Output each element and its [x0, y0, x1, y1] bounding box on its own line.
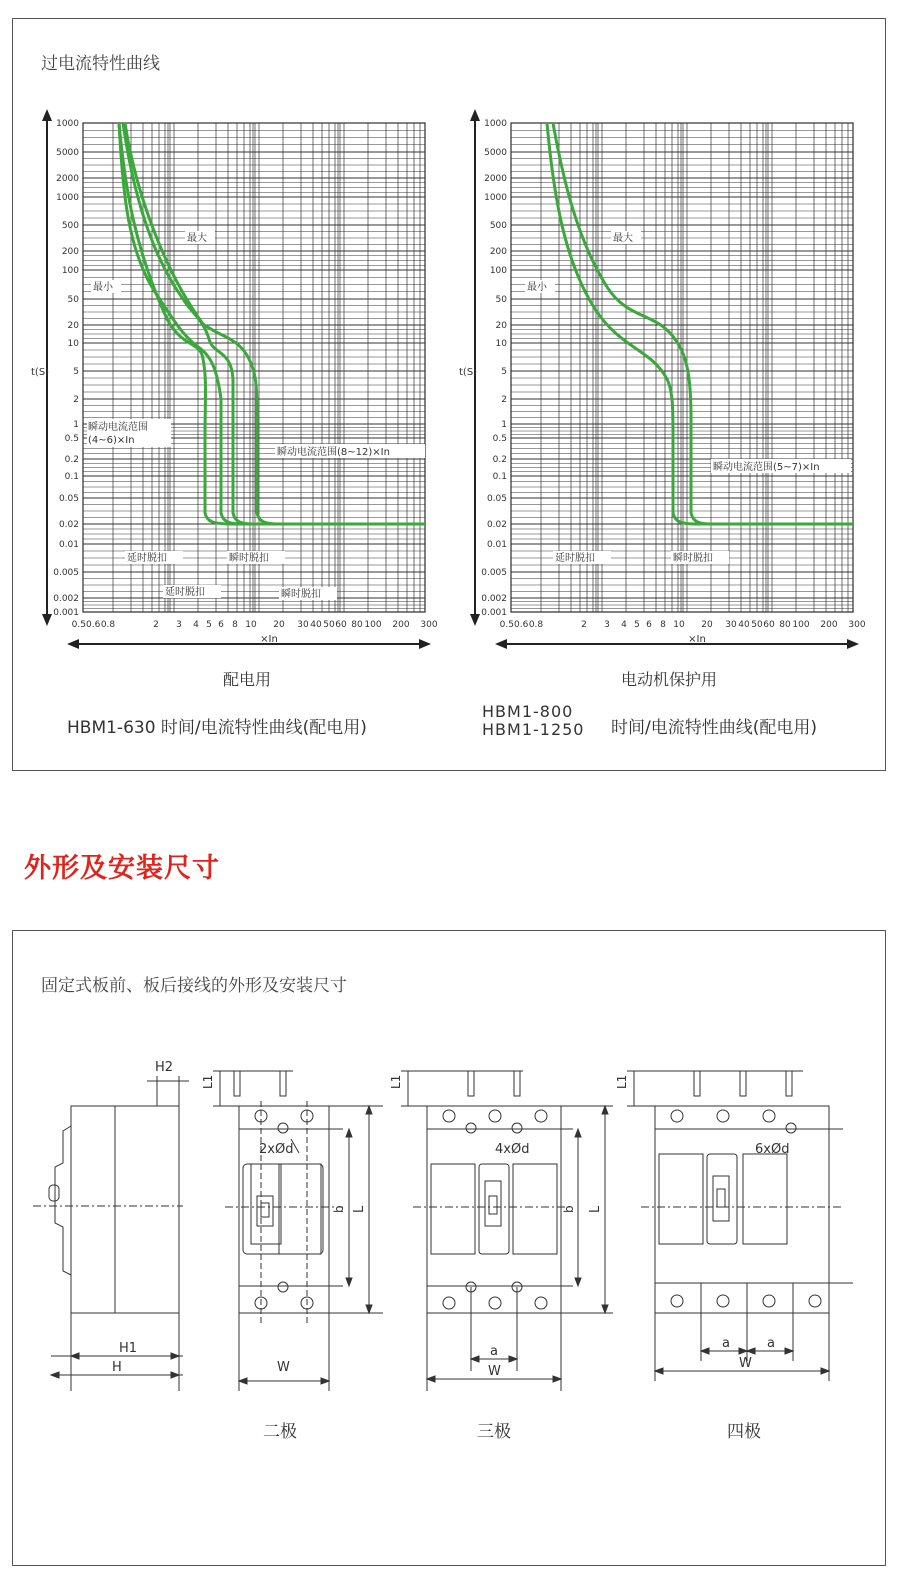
x-tick-label: 5 — [634, 620, 640, 630]
y-tick-label: 1000 — [484, 193, 507, 203]
x-tick-label: 8 — [232, 620, 238, 630]
x-tick-label: 0.8 — [528, 620, 544, 630]
y-tick-label: 200 — [489, 247, 507, 257]
range-label-1a: 瞬动电流范围 — [88, 422, 148, 433]
delay-label-1: 延时脱扣 — [127, 553, 167, 564]
x-tick-label: 10 — [673, 620, 685, 630]
x-axis-label: ×In — [260, 634, 278, 645]
side-view — [33, 1060, 189, 1391]
right-caption: 电动机保护用 — [621, 670, 718, 689]
side-h-label: H — [112, 1360, 122, 1375]
y-tick-label: 1000 — [484, 119, 507, 129]
x-tick-label: 40 — [738, 620, 750, 630]
x-tick-label: 80 — [351, 620, 363, 630]
x-tick-label: 60 — [763, 620, 775, 630]
y-tick-label: 2 — [501, 395, 507, 405]
x-tick-label: 100 — [364, 620, 382, 630]
curves-panel — [12, 18, 886, 771]
y-axis-label: t(S) — [459, 367, 478, 378]
three-pole-a-label: a — [490, 1344, 498, 1359]
x-tick-label: 3 — [176, 620, 182, 630]
y-tick-label: 50 — [495, 295, 507, 305]
four-pole-caption: 四极 — [727, 1422, 761, 1442]
y-tick-label: 1 — [73, 420, 79, 430]
curve-max-d — [125, 123, 279, 524]
y-tick-label: 5000 — [56, 148, 79, 158]
x-tick-label: 3 — [604, 620, 610, 630]
y-tick-label: 5 — [73, 367, 79, 377]
x-tick-label: 200 — [392, 620, 410, 630]
y-tick-label: 500 — [489, 221, 507, 231]
label-min: 最小 — [93, 282, 113, 293]
left-model-title: HBM1-630 时间/电流特性曲线(配电用) — [67, 718, 367, 738]
curves-svg — [13, 19, 885, 770]
y-tick-label: 200 — [61, 247, 79, 257]
three-pole-view — [389, 1071, 613, 1391]
inst-label-2: 瞬时脱扣 — [281, 589, 321, 600]
right-model-line1: HBM1-800 — [482, 702, 574, 721]
left-caption: 配电用 — [223, 670, 272, 689]
y-tick-label: 0.1 — [492, 472, 507, 482]
side-body — [71, 1106, 179, 1313]
x-tick-label: 8 — [660, 620, 666, 630]
side-h1-label: H1 — [119, 1341, 138, 1356]
y-tick-label: 10 — [67, 339, 79, 349]
x-tick-label: 200 — [820, 620, 838, 630]
y-tick-label: 0.5 — [64, 434, 79, 444]
x-tick-label: 40 — [310, 620, 322, 630]
right-model-line2: HBM1-1250 — [482, 720, 585, 739]
y-tick-label: 2000 — [484, 174, 507, 184]
right-model-suffix: 时间/电流特性曲线(配电用) — [611, 718, 817, 738]
y-axis-label: t(S) — [31, 367, 50, 378]
three-pole-l-label: L — [588, 1205, 603, 1213]
three-pole-holes-label: 4xØd — [495, 1142, 530, 1157]
x-tick-label: 0.8 — [100, 620, 116, 630]
y-tick-label: 2000 — [56, 174, 79, 184]
y-tick-label: 1000 — [56, 119, 79, 129]
x-axis-label: ×In — [688, 634, 706, 645]
label-min-r: 最小 — [527, 282, 547, 293]
y-tick-label: 20 — [495, 321, 507, 331]
dimensions-panel-title: 固定式板前、板后接线的外形及安装尺寸 — [41, 976, 347, 996]
x-tick-label: 20 — [701, 620, 713, 630]
x-tick-label: 0.50.6 — [499, 620, 529, 630]
x-tick-label: 2 — [153, 620, 159, 630]
four-pole-w-label: W — [739, 1356, 752, 1371]
y-tick-label: 20 — [67, 321, 79, 331]
side-h2-label: H2 — [155, 1060, 174, 1075]
four-pole-l1-label: L1 — [615, 1074, 629, 1089]
y-tick-label: 2 — [73, 395, 79, 405]
two-pole-b-label: b — [332, 1205, 346, 1213]
x-tick-label: 50 — [323, 620, 335, 630]
x-tick-label: 6 — [646, 620, 652, 630]
y-tick-label: 0.02 — [486, 520, 507, 530]
y-tick-label: 0.002 — [481, 594, 507, 604]
curve-max-c — [123, 123, 253, 524]
y-tick-label: 0.005 — [53, 568, 79, 578]
three-pole-b-label: b — [562, 1205, 576, 1213]
dimensions-panel — [12, 930, 886, 1566]
three-pole-w-label: W — [488, 1364, 501, 1379]
two-pole-w-label: W — [277, 1360, 290, 1375]
y-tick-label: 10 — [495, 339, 507, 349]
three-pole-caption: 三极 — [477, 1422, 511, 1442]
y-tick-label: 0.2 — [64, 455, 79, 465]
four-pole-a1-label: a — [722, 1336, 730, 1351]
x-tick-label: 100 — [792, 620, 810, 630]
y-tick-label: 1 — [501, 420, 507, 430]
range-label-1b: (4~6)×In — [88, 435, 135, 446]
grid-frame — [511, 123, 853, 612]
three-pole-l1-label: L1 — [389, 1074, 403, 1089]
y-tick-label: 1000 — [56, 193, 79, 203]
two-pole-holes-label: 2xØd — [259, 1142, 294, 1157]
y-tick-label: 0.001 — [481, 608, 507, 618]
two-pole-l-label: L — [352, 1205, 367, 1213]
two-pole-l1-label: L1 — [201, 1074, 215, 1089]
x-tick-label: 5 — [206, 620, 212, 630]
x-tick-label: 0.50.6 — [71, 620, 101, 630]
two-pole-view — [201, 1071, 383, 1391]
chart-right — [459, 109, 866, 649]
x-tick-label: 80 — [779, 620, 791, 630]
delay-label-r: 延时脱扣 — [555, 553, 595, 564]
x-tick-label: 6 — [218, 620, 224, 630]
y-tick-label: 0.02 — [58, 520, 79, 530]
range-label-r: 瞬动电流范围(5~7)×In — [713, 462, 820, 473]
y-tick-label: 100 — [489, 266, 507, 276]
x-tick-label: 30 — [725, 620, 737, 630]
four-pole-holes-label: 6xØd — [755, 1142, 790, 1157]
x-tick-label: 20 — [273, 620, 285, 630]
label-max: 最大 — [187, 233, 207, 244]
four-pole-a2-label: a — [767, 1336, 775, 1351]
y-tick-label: 0.005 — [481, 568, 507, 578]
inst-label-r: 瞬时脱扣 — [673, 553, 713, 564]
section-title: 外形及安装尺寸 — [24, 853, 220, 884]
x-tick-label: 2 — [581, 620, 587, 630]
x-tick-label: 4 — [621, 620, 627, 630]
y-tick-label: 0.002 — [53, 594, 79, 604]
y-tick-label: 50 — [67, 295, 79, 305]
four-pole-view — [615, 1071, 853, 1381]
x-tick-label: 50 — [751, 620, 763, 630]
y-tick-label: 0.05 — [58, 494, 79, 504]
y-tick-label: 0.2 — [492, 455, 507, 465]
curves-panel-title: 过电流特性曲线 — [41, 54, 160, 74]
dimensions-svg — [13, 931, 885, 1565]
label-max-r: 最大 — [613, 233, 633, 244]
x-tick-label: 60 — [335, 620, 347, 630]
x-tick-label: 300 — [420, 620, 438, 630]
y-tick-label: 0.01 — [486, 540, 507, 550]
y-tick-label: 500 — [61, 221, 79, 231]
x-tick-label: 300 — [848, 620, 866, 630]
delay-label-2: 延时脱扣 — [165, 587, 205, 598]
y-tick-label: 0.05 — [486, 494, 507, 504]
range-label-2: 瞬动电流范围(8~12)×In — [277, 447, 390, 458]
y-tick-label: 0.5 — [492, 434, 507, 444]
x-tick-label: 30 — [297, 620, 309, 630]
two-pole-caption: 二极 — [263, 1422, 297, 1442]
x-tick-label: 4 — [193, 620, 199, 630]
y-tick-label: 0.1 — [64, 472, 79, 482]
x-tick-label: 10 — [245, 620, 257, 630]
y-tick-label: 5 — [501, 367, 507, 377]
inst-label-1: 瞬时脱扣 — [229, 553, 269, 564]
chart-left — [31, 109, 438, 649]
y-tick-label: 0.001 — [53, 608, 79, 618]
y-tick-label: 0.01 — [58, 540, 79, 550]
y-tick-label: 5000 — [484, 148, 507, 158]
y-tick-label: 100 — [61, 266, 79, 276]
